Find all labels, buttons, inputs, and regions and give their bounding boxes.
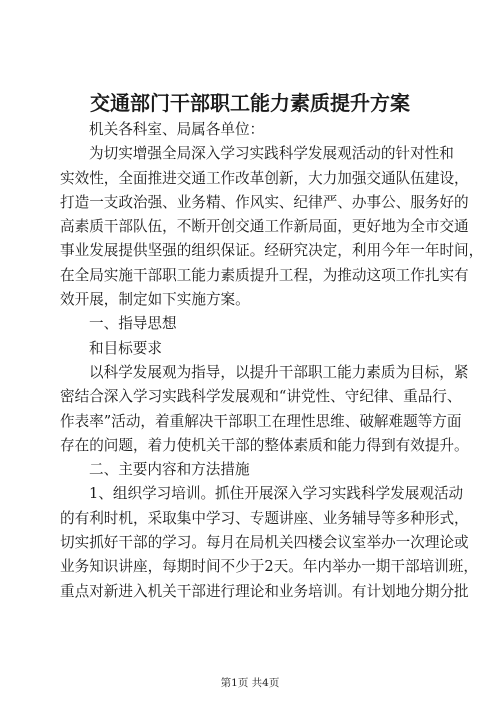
paragraph-line: 效开展，制定如下实施方案。 (60, 291, 250, 309)
paragraph-line: 1、组织学习培训。抓住开展深入学习实践科学发展观活动 (89, 485, 464, 503)
section-heading: 二、主要内容和方法措施 (89, 461, 250, 479)
paragraph-line: 以科学发展观为指导，以提升干部职工能力素质为目标，紧 (89, 363, 469, 381)
paragraph-line: 高素质干部队伍，不断开创交通工作新局面，更好地为全市交通 (60, 218, 469, 236)
paragraph-line: 在全局实施干部职工能力素质提升工程，为推动这项工作扎实有 (60, 266, 469, 284)
document-body (60, 118, 484, 604)
paragraph-line: 重点对新进入机关干部进行理论和业务培训。有计划地分期分批 (60, 582, 469, 600)
paragraph-line: 事业发展提供坚强的组织保证。经研究决定，利用今年一年时间， (60, 242, 484, 260)
section-heading: 和目标要求 (89, 339, 162, 357)
paragraph-line: 的有利时机，采取集中学习、专题讲座、业务辅导等多种形式， (60, 509, 469, 527)
section-heading: 一、指导思想 (89, 315, 177, 333)
paragraph-line: 打造一支政治强、业务精、作风实、纪律严、办事公、服务好的 (60, 193, 469, 211)
paragraph-line: 存在的问题，着力使机关干部的整体素质和能力得到有效提升。 (60, 436, 469, 454)
document-title: 交通部门干部职工能力素质提升方案 (90, 91, 410, 115)
salutation-line: 机关各科室、局属各单位： (89, 121, 265, 138)
page-number-footer: 第1页 共4页 (220, 677, 280, 689)
paragraph-line: 密结合深入学习实践科学发展观和“讲党性、守纪律、重品行、 (60, 388, 462, 406)
paragraph-line: 为切实增强全局深入学习实践科学发展观活动的针对性和 (89, 145, 454, 163)
paragraph-line: 实效性，全面推进交通工作改革创新，大力加强交通队伍建设， (60, 169, 469, 187)
paragraph-line: 切实抓好干部的学习。每月在局机关四楼会议室举办一次理论或 (60, 534, 469, 552)
paragraph-line: 作表率”活动，着重解决干部职工在理性思维、破解难题等方面 (60, 412, 462, 430)
paragraph-line: 业务知识讲座，每期时间不少于2天。年内举办一期干部培训班， (60, 558, 478, 576)
